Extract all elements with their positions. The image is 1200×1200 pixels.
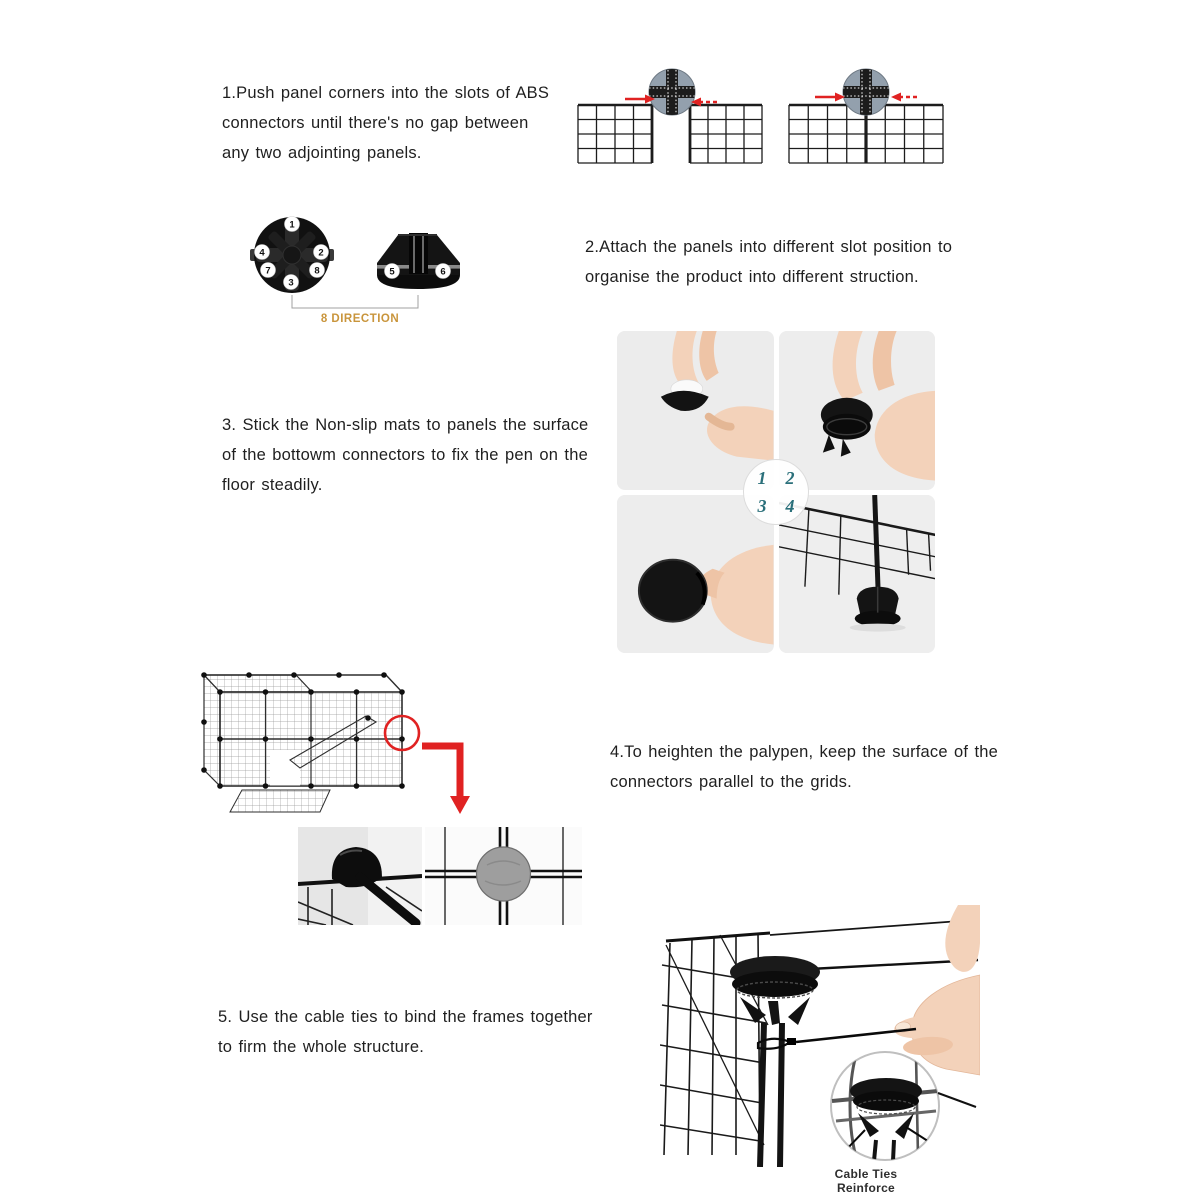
- photo-foot-on-floor: [779, 495, 936, 654]
- photo-disc-bottom: [617, 495, 774, 654]
- pen-door-gap: [270, 750, 300, 786]
- cable-tie-caption: Cable Ties Reinforce: [834, 1167, 898, 1195]
- step5-line: 5. Use the cable ties to bind the frames together: [218, 1008, 593, 1026]
- direction-label: 8 DIRECTION: [320, 313, 400, 325]
- photo-number-2: 2: [785, 467, 795, 488]
- step1-line: 1.Push panel corners into the slots of ABS: [222, 84, 550, 102]
- photo-number-3: 3: [757, 495, 767, 516]
- step3-line: of the bottowm connectors to fix the pen on the: [222, 446, 588, 464]
- wire-panel-left: [578, 104, 652, 163]
- step3-line: 3. Stick the Non-slip mats to panels the surface: [222, 416, 589, 434]
- step4-text: [610, 737, 998, 797]
- connector-zoom-photo-angled: [298, 827, 422, 925]
- push-arrow-right: [891, 93, 917, 102]
- badge-8: 8: [314, 265, 320, 277]
- pen-mat: [230, 790, 330, 812]
- red-arrowhead: [450, 796, 470, 814]
- step5-line: to firm the whole structure.: [218, 1038, 425, 1056]
- badge-5: 5: [389, 266, 395, 278]
- photo-step-numbers-circle: [743, 459, 809, 525]
- cable-tie-photo: [660, 905, 980, 1167]
- badge-3: 3: [288, 277, 294, 289]
- step1-text: [222, 78, 549, 168]
- inset-detail-circle: [831, 1052, 939, 1161]
- red-arrow: [422, 746, 460, 798]
- badge-1: 1: [289, 219, 295, 231]
- panel-joined-diagram: [775, 52, 955, 170]
- photo-hold-connector: [779, 331, 936, 490]
- gray-connector-disc: [477, 847, 531, 901]
- step4-line: 4.To heighten the palypen, keep the surface of the: [610, 743, 999, 761]
- badge-6: 6: [440, 266, 446, 278]
- step3-line: floor steadily.: [222, 476, 323, 494]
- badge-2: 2: [318, 247, 324, 259]
- badge-7: 7: [265, 265, 271, 277]
- push-arrow-left: [815, 93, 845, 102]
- badge-4: 4: [259, 247, 265, 259]
- step4-line: connectors parallel to the grids.: [610, 773, 852, 791]
- connector-side-view: [377, 233, 460, 289]
- panel-gap-diagram: [565, 52, 775, 170]
- bracket-line: [292, 295, 418, 308]
- wire-panel-right: [690, 104, 762, 163]
- photo-number-4: 4: [785, 495, 795, 516]
- connector-zoom-photo-parallel: [425, 827, 582, 925]
- step2-line: organise the product into different struction.: [585, 268, 919, 286]
- step1-line: any two adjointing panels.: [222, 144, 422, 162]
- step1-line: connectors until there's no gap between: [222, 114, 529, 132]
- photo-number-1: 1: [757, 467, 767, 488]
- photo-peel-sticker: [617, 331, 774, 490]
- step3-text: [222, 410, 588, 500]
- connector-body-mid: [822, 414, 870, 440]
- step2-line: 2.Attach the panels into different slot position to: [585, 238, 953, 256]
- step5-text: [218, 1002, 593, 1062]
- step2-text: [585, 232, 952, 292]
- floor-shadow: [849, 623, 905, 631]
- playpen-diagram: [196, 658, 476, 828]
